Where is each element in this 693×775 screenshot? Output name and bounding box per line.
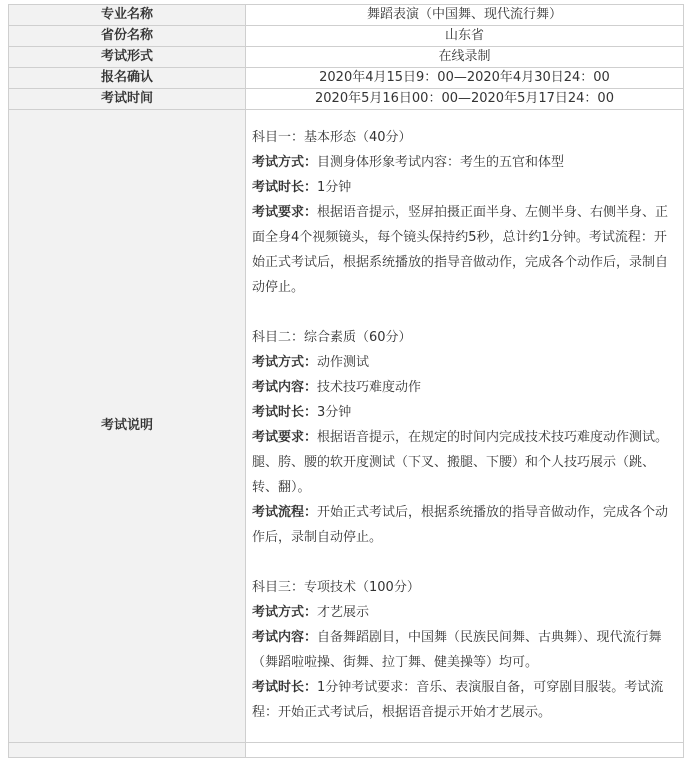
item-text: 开始正式考试后，根据系统播放的指导音做动作，完成各个动作后，录制自动停止。 [252,505,669,545]
table-row [9,26,684,47]
item-text: 根据语音提示，在规定的时间内完成技术技巧难度动作测试。腿、胯、腰的软开度测试（下叉、搬腿、下腰）和个人技巧展示（跳、转、翻）。 [252,430,669,495]
table-row [9,89,684,110]
row-value: 2020年4月15日9：00—2020年4月30日24：00 [246,68,684,89]
description-content [246,110,684,743]
item-key: 考试方式： [252,155,318,170]
row-value: 舞蹈表演（中国舞、现代流行舞） [246,5,684,26]
section-item [252,500,677,550]
item-key: 考试方式： [252,605,318,620]
row-label: 考试形式 [9,47,246,68]
spacer [252,550,677,575]
item-text: 1分钟考试要求：音乐、表演服自备，可穿剧目服装。考试流程：开始正式考试后，根据语音提示开始才艺展示。 [252,680,664,720]
item-key: 考试方式： [252,355,318,370]
item-key: 考试时长： [252,180,318,195]
item-text: 才艺展示 [317,605,370,620]
section-item [252,375,677,400]
row-value: 山东省 [246,26,684,47]
item-text: 根据语音提示，竖屏拍摄正面半身、左侧半身、右侧半身、正面全身4个视频镜头，每个镜头保持约5秒，总计约1分钟。考试流程：开始正式考试后，根据系统播放的指导音做动作，完成各个动作后，录制自动停止。 [252,205,669,295]
item-key: 考试时长： [252,680,318,695]
table-row [9,743,684,758]
item-key: 考试时长： [252,405,318,420]
item-text: 3分钟 [317,405,352,420]
section-item [252,675,677,725]
table-row [9,68,684,89]
item-text: 技术技巧难度动作 [317,380,422,395]
row-label: 考试时间 [9,89,246,110]
section-title: 科目三：专项技术（100分） [252,580,420,595]
item-key: 考试内容： [252,630,318,645]
item-key: 考试流程： [252,505,318,520]
table-row [9,47,684,68]
exam-info-table [8,4,684,758]
item-key: 考试要求： [252,430,318,445]
row-label: 报名确认 [9,68,246,89]
row-label: 专业名称 [9,5,246,26]
section-item [252,150,677,175]
section-title: 科目一：基本形态（40分） [252,130,412,145]
item-key: 考试要求： [252,205,318,220]
row-value: 2020年5月16日00：00—2020年5月17日24：00 [246,89,684,110]
row-value: 在线录制 [246,47,684,68]
section-item [252,350,677,375]
item-text: 动作测试 [317,355,370,370]
section-item [252,425,677,500]
section-item [252,400,677,425]
description-label: 考试说明 [9,110,246,743]
item-text: 目测身体形象考试内容：考生的五官和体型 [317,155,565,170]
section-title: 科目二：综合素质（60分） [252,330,412,345]
item-text: 1分钟 [317,180,352,195]
empty-cell [9,743,246,758]
description-row [9,110,684,743]
section-item [252,625,677,675]
section-item [252,200,677,300]
item-key: 考试内容： [252,380,318,395]
row-label: 省份名称 [9,26,246,47]
item-text: 自备舞蹈剧目，中国舞（民族民间舞、古典舞）、现代流行舞（舞蹈啦啦操、街舞、拉丁舞、健美操等）均可。 [252,630,662,670]
section-item [252,600,677,625]
table-row [9,5,684,26]
empty-cell [246,743,684,758]
spacer [252,300,677,325]
section-item [252,175,677,200]
